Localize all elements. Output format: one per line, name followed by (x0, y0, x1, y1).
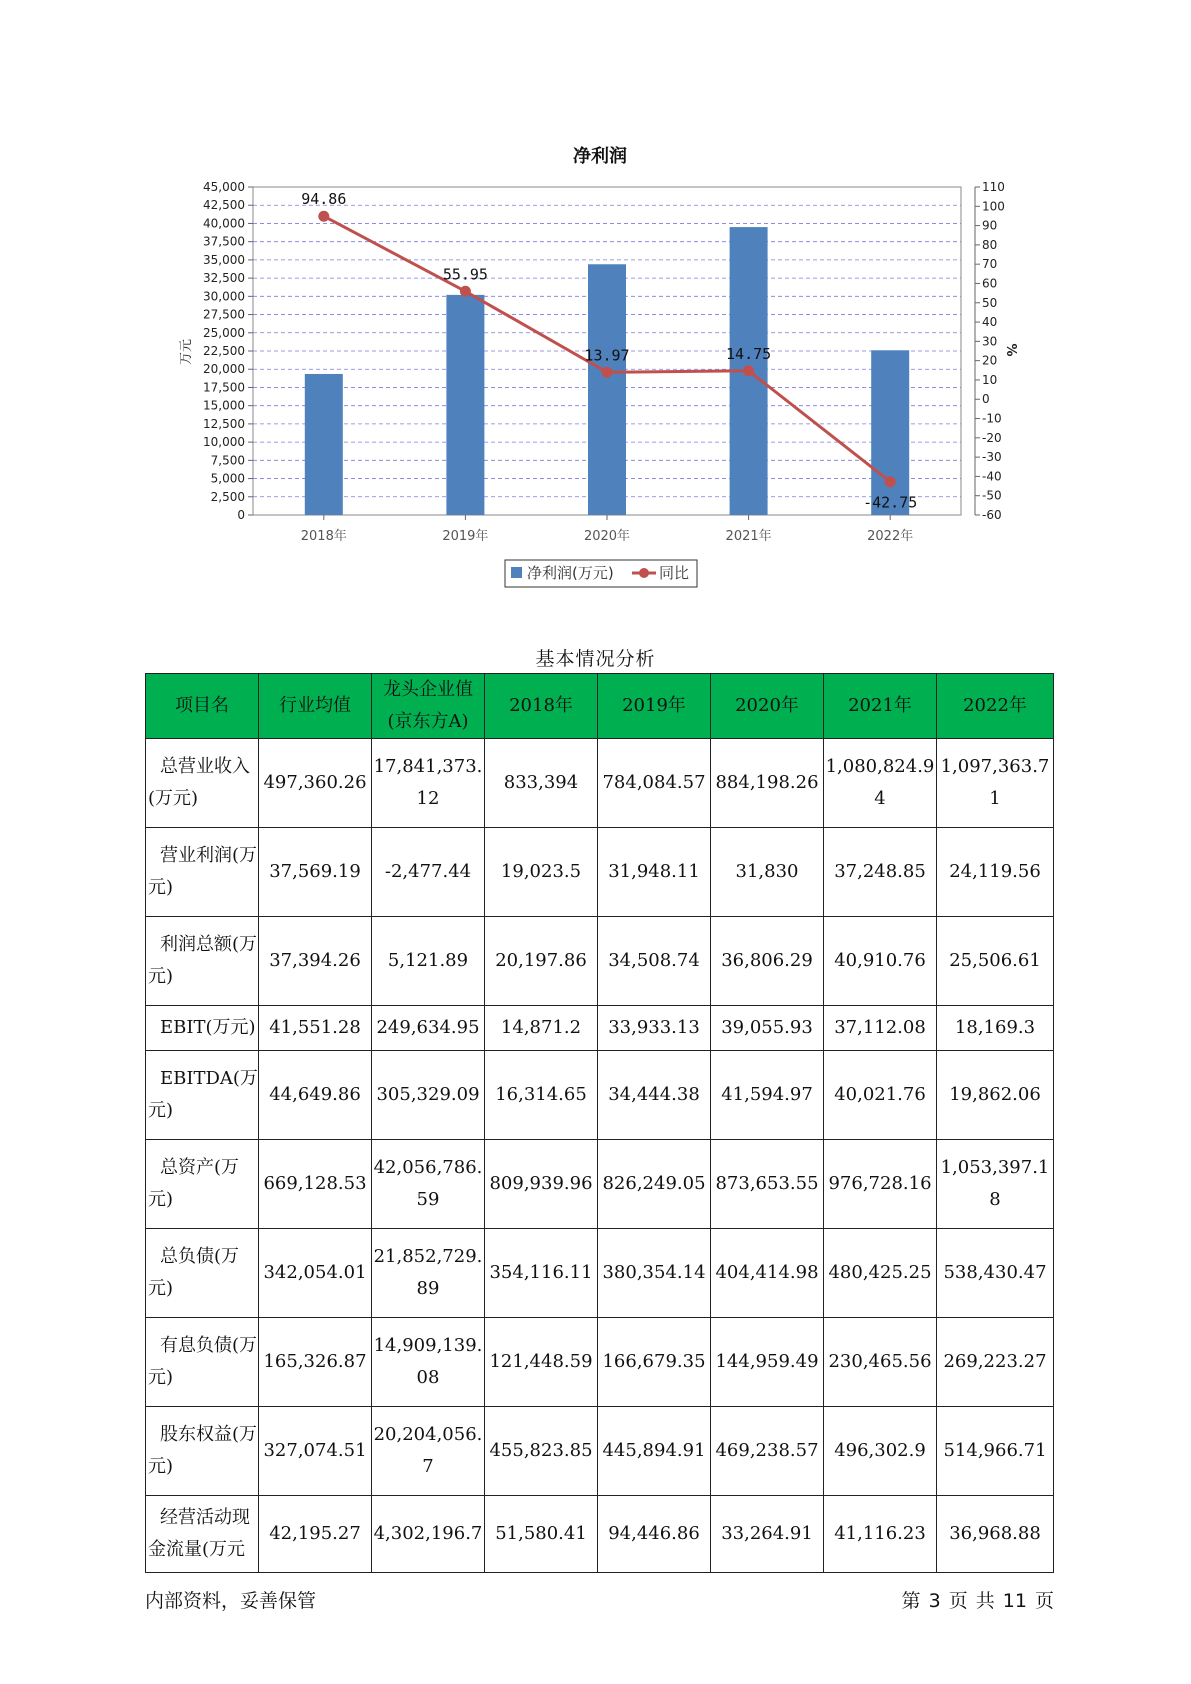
table-cell: 165,326.87 (259, 1318, 372, 1407)
row-label: 总负债(万元) (146, 1229, 259, 1318)
table-cell: 5,121.89 (372, 917, 485, 1006)
table-cell: 31,948.11 (598, 828, 711, 917)
yoy-point (602, 367, 613, 378)
left-tick-label: 27,500 (203, 307, 245, 322)
left-tick-label: 42,500 (203, 198, 245, 213)
x-tick-label: 2021年 (725, 529, 772, 544)
right-tick-label: 20 (982, 353, 998, 368)
chart-title: 净利润 (573, 146, 627, 167)
x-tick-label: 2018年 (300, 529, 347, 544)
chart-legend (505, 560, 697, 587)
column-header: 2021年 (824, 674, 937, 739)
table-cell: 41,594.97 (711, 1051, 824, 1140)
left-tick-label: 20,000 (203, 362, 245, 377)
table-cell: 37,569.19 (259, 828, 372, 917)
table-cell: 24,119.56 (937, 828, 1054, 917)
table-cell: 19,023.5 (485, 828, 598, 917)
x-axis (301, 515, 913, 544)
right-tick-label: -60 (982, 508, 1002, 522)
x-tick-label: 2019年 (442, 529, 489, 544)
yoy-data-label: 13.97 (584, 346, 630, 365)
table-cell: 380,354.14 (598, 1229, 711, 1318)
right-tick-label: -30 (982, 450, 1002, 465)
table-cell: 469,238.57 (711, 1407, 824, 1496)
footer-confidential-note: 内部资料，妥善保管 (145, 1590, 317, 1612)
right-tick-label: 10 (982, 372, 998, 387)
legend-line-label: 同比 (659, 564, 690, 582)
yoy-point (460, 286, 471, 297)
table-cell: 1,097,363.71 (937, 739, 1054, 828)
right-tick-label: 40 (982, 315, 998, 330)
table-cell: 25,506.61 (937, 917, 1054, 1006)
right-tick-label: -40 (982, 469, 1002, 484)
left-tick-label: 30,000 (203, 289, 245, 304)
row-label: 经营活动现金流量(万元 (146, 1496, 259, 1573)
table-cell: 230,465.56 (824, 1318, 937, 1407)
yoy-point (885, 476, 896, 487)
table-cell: 144,959.49 (711, 1318, 824, 1407)
right-tick-label: 70 (982, 257, 998, 272)
table-cell: 42,195.27 (259, 1496, 372, 1573)
table-cell: 20,197.86 (485, 917, 598, 1006)
right-axis-label: % (1003, 343, 1018, 357)
table-row (146, 1051, 1054, 1140)
legend-bar-swatch (511, 567, 522, 578)
table-cell: 1,053,397.18 (937, 1140, 1054, 1229)
table-cell: 40,021.76 (824, 1051, 937, 1140)
right-tick-label: 80 (982, 237, 998, 252)
right-tick-label: 90 (982, 218, 998, 233)
table-cell: 44,649.86 (259, 1051, 372, 1140)
x-tick-label: 2020年 (583, 529, 631, 544)
left-tick-label: 45,000 (203, 180, 245, 194)
left-axis-label: 万元 (179, 338, 194, 366)
row-label: EBIT(万元) (146, 1006, 259, 1051)
table-row (146, 1407, 1054, 1496)
column-header: 2020年 (711, 674, 824, 739)
table-cell: 39,055.93 (711, 1006, 824, 1051)
table-cell: 37,248.85 (824, 828, 937, 917)
table-cell: 404,414.98 (711, 1229, 824, 1318)
column-header: 项目名 (146, 674, 259, 739)
column-header: 2018年 (485, 674, 598, 739)
right-tick-label: 30 (982, 334, 998, 349)
table-cell: 34,508.74 (598, 917, 711, 1006)
table-cell: 445,894.91 (598, 1407, 711, 1496)
table-cell: 833,394 (485, 739, 598, 828)
table-cell: 94,446.86 (598, 1496, 711, 1573)
table-cell: 538,430.47 (937, 1229, 1054, 1318)
table-cell: 514,966.71 (937, 1407, 1054, 1496)
table-row (146, 1496, 1054, 1573)
table-title: 基本情况分析 (535, 648, 656, 670)
table-cell: 354,116.11 (485, 1229, 598, 1318)
table-cell: 17,841,373.12 (372, 739, 485, 828)
left-axis (203, 180, 253, 522)
row-label: 利润总额(万元) (146, 917, 259, 1006)
table-cell: 455,823.85 (485, 1407, 598, 1496)
table-cell: 976,728.16 (824, 1140, 937, 1229)
yoy-data-label: -42.75 (863, 493, 918, 512)
column-header: 行业均值 (259, 674, 372, 739)
table-row (146, 1318, 1054, 1407)
row-label: 股东权益(万元) (146, 1407, 259, 1496)
row-label: 总资产(万元) (146, 1140, 259, 1229)
right-tick-label: 0 (982, 392, 990, 407)
left-tick-label: 5,000 (210, 471, 245, 486)
right-tick-label: 50 (982, 295, 998, 310)
yoy-point (743, 365, 754, 376)
table-cell: 34,444.38 (598, 1051, 711, 1140)
yoy-data-label: 14.75 (726, 344, 772, 363)
legend-bar-label: 净利润(万元) (527, 564, 614, 582)
bar-2020年 (588, 264, 626, 515)
table-cell: 41,551.28 (259, 1006, 372, 1051)
table-cell: 18,169.3 (937, 1006, 1054, 1051)
right-tick-label: 110 (982, 180, 1005, 194)
table-row (146, 1229, 1054, 1318)
table-cell: 269,223.27 (937, 1318, 1054, 1407)
row-label: EBITDA(万元) (146, 1051, 259, 1140)
table-cell: 497,360.26 (259, 739, 372, 828)
net-profit-chart (0, 0, 1191, 600)
table-cell: 42,056,786.59 (372, 1140, 485, 1229)
table-cell: 14,909,139.08 (372, 1318, 485, 1407)
table-cell: 826,249.05 (598, 1140, 711, 1229)
left-tick-label: 37,500 (203, 234, 245, 249)
table-cell: 33,933.13 (598, 1006, 711, 1051)
column-header: 2022年 (937, 674, 1054, 739)
table-cell: 41,116.23 (824, 1496, 937, 1573)
left-tick-label: 2,500 (210, 489, 245, 504)
table-cell: 14,871.2 (485, 1006, 598, 1051)
row-label: 营业利润(万元) (146, 828, 259, 917)
table-cell: 21,852,729.89 (372, 1229, 485, 1318)
table-cell: 37,394.26 (259, 917, 372, 1006)
table-cell: -2,477.44 (372, 828, 485, 917)
left-tick-label: 32,500 (203, 271, 245, 286)
yoy-data-label: 55.95 (442, 265, 488, 284)
table-cell: 37,112.08 (824, 1006, 937, 1051)
left-tick-label: 25,000 (203, 325, 245, 340)
table-row (146, 1006, 1054, 1051)
table-row (146, 828, 1054, 917)
table-row (146, 1140, 1054, 1229)
footer-page-number: 第 3 页 共 11 页 (901, 1590, 1054, 1612)
table-cell: 121,448.59 (485, 1318, 598, 1407)
table-cell: 36,968.88 (937, 1496, 1054, 1573)
table-cell: 33,264.91 (711, 1496, 824, 1573)
right-tick-label: 60 (982, 276, 998, 291)
table-cell: 51,580.41 (485, 1496, 598, 1573)
left-tick-label: 0 (237, 508, 245, 522)
bar-2019年 (446, 295, 484, 515)
bar-2022年 (871, 350, 909, 515)
x-tick-label: 2022年 (867, 529, 914, 544)
table-cell: 496,302.9 (824, 1407, 937, 1496)
table-cell: 873,653.55 (711, 1140, 824, 1229)
left-tick-label: 15,000 (203, 398, 245, 413)
table-cell: 480,425.25 (824, 1229, 937, 1318)
table-cell: 342,054.01 (259, 1229, 372, 1318)
table-row (146, 739, 1054, 828)
table-cell: 249,634.95 (372, 1006, 485, 1051)
table-cell: 16,314.65 (485, 1051, 598, 1140)
table-cell: 305,329.09 (372, 1051, 485, 1140)
bar-2018年 (305, 374, 343, 515)
left-tick-label: 22,500 (203, 344, 245, 358)
table-cell: 31,830 (711, 828, 824, 917)
table-cell: 166,679.35 (598, 1318, 711, 1407)
left-tick-label: 17,500 (203, 380, 245, 395)
column-header: 2019年 (598, 674, 711, 739)
table-cell: 784,084.57 (598, 739, 711, 828)
basic-analysis-table (145, 673, 1054, 1573)
left-tick-label: 10,000 (203, 435, 245, 450)
row-label: 总营业收入(万元) (146, 739, 259, 828)
right-axis (975, 180, 1005, 522)
left-tick-label: 12,500 (203, 416, 245, 431)
table-cell: 669,128.53 (259, 1140, 372, 1229)
column-header: 龙头企业值(京东方A) (372, 674, 485, 739)
table-row (146, 917, 1054, 1006)
left-tick-label: 40,000 (203, 216, 245, 231)
right-tick-label: 100 (982, 199, 1005, 214)
right-tick-label: -10 (982, 411, 1002, 426)
legend-line-marker (639, 568, 649, 578)
table-cell: 19,862.06 (937, 1051, 1054, 1140)
table-cell: 1,080,824.94 (824, 739, 937, 828)
left-tick-label: 35,000 (203, 252, 245, 267)
table-header-row (146, 674, 1054, 739)
left-tick-label: 7,500 (210, 453, 245, 468)
table-cell: 4,302,196.7 (372, 1496, 485, 1573)
table-cell: 40,910.76 (824, 917, 937, 1006)
right-tick-label: -20 (982, 430, 1002, 445)
table-cell: 36,806.29 (711, 917, 824, 1006)
table-cell: 327,074.51 (259, 1407, 372, 1496)
row-label: 有息负债(万元) (146, 1318, 259, 1407)
yoy-point (318, 211, 329, 222)
table-cell: 20,204,056.7 (372, 1407, 485, 1496)
table-cell: 884,198.26 (711, 739, 824, 828)
right-tick-label: -50 (982, 488, 1002, 503)
yoy-data-label: 94.86 (301, 190, 347, 209)
table-cell: 809,939.96 (485, 1140, 598, 1229)
